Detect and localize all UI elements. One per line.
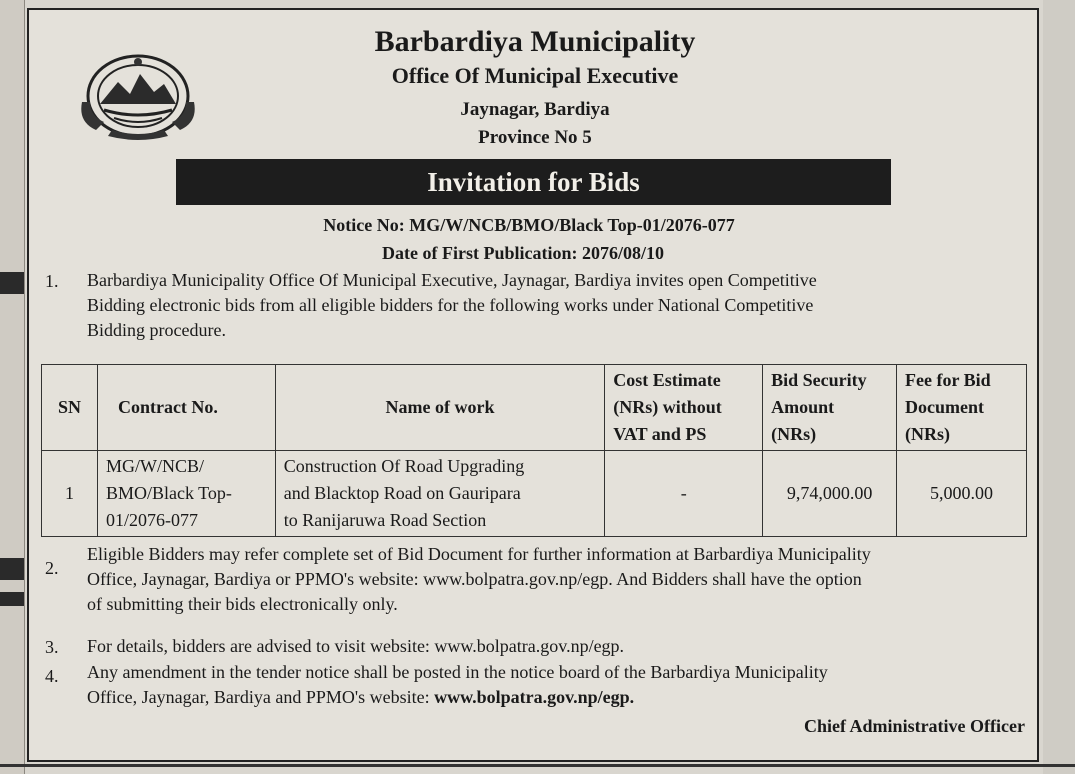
cell-line: to Ranijaruwa Road Section — [283, 510, 487, 530]
paragraph-2 — [87, 542, 871, 617]
column-header-contract: Contract No. — [97, 365, 275, 451]
header-line: VAT and PS — [613, 424, 707, 444]
header-line: Amount — [771, 397, 835, 417]
paragraph-line: Bidding electronic bids from all eligible bidders for the following works under National Competitive — [87, 295, 814, 315]
office-name: Office Of Municipal Executive — [391, 63, 679, 88]
cell-security: 9,74,000.00 — [763, 451, 897, 537]
header-line: (NRs) — [905, 424, 951, 444]
bids-table — [41, 364, 1027, 537]
header-line: Fee for Bid — [905, 370, 991, 390]
header-line: Bid Security — [771, 370, 867, 390]
cell-fee: 5,000.00 — [897, 451, 1027, 537]
signatory-title: Chief Administrative Officer — [804, 716, 1025, 736]
cell-line: MG/W/NCB/ — [105, 456, 204, 476]
cell-line: BMO/Black Top- — [105, 483, 232, 503]
bid-notice — [27, 8, 1039, 762]
adjacent-newspaper-column-right — [1043, 0, 1075, 774]
header-line: (NRs) — [771, 424, 817, 444]
table-header-row — [42, 365, 1027, 451]
paragraph-3 — [87, 634, 624, 659]
website-link[interactable]: www.bolpatra.gov.np/egp. — [434, 687, 635, 707]
province-label: Province No 5 — [478, 127, 592, 148]
cell-cost: - — [605, 451, 763, 537]
adjacent-newspaper-column — [0, 0, 25, 774]
paragraph-line: Eligible Bidders may refer complete set of Bid Document for further information at Barbardiya Municipality — [87, 544, 871, 564]
notice-number: Notice No: MG/W/NCB/BMO/Black Top-01/2076-077 — [323, 215, 735, 235]
publication-date: Date of First Publication: 2076/08/10 — [382, 243, 664, 263]
column-header-sn: SN — [42, 365, 98, 451]
header-line: (NRs) without — [613, 397, 722, 417]
cell-line: and Blacktop Road on Gauripara — [283, 483, 521, 503]
column-header-fee — [897, 365, 1027, 451]
paragraph-line: Barbardiya Municipality Office Of Municipal Executive, Jaynagar, Bardiya invites open Competitive — [87, 270, 817, 290]
cell-line: 01/2076-077 — [105, 510, 198, 530]
header-line: Cost Estimate — [613, 370, 721, 390]
cell-line: Construction Of Road Upgrading — [283, 456, 525, 476]
paragraph-number: 2. — [45, 558, 59, 578]
paragraph-line — [87, 685, 828, 710]
page-bottom-rule — [0, 764, 1075, 767]
paragraph-line: Office, Jaynagar, Bardiya or PPMO's website: www.bolpatra.gov.np/egp. And Bidders shall have the option — [87, 569, 862, 589]
paragraph-number: 3. — [45, 637, 59, 657]
cell-sn: 1 — [42, 451, 98, 537]
cell-contract — [97, 451, 275, 537]
paragraph-1 — [87, 268, 817, 343]
paragraph-line: Any amendment in the tender notice shall be posted in the notice board of the Barbardiya Municipality — [87, 662, 828, 682]
paragraph-text: Office, Jaynagar, Bardiya and PPMO's website: — [87, 687, 435, 707]
paragraph-4 — [87, 660, 828, 710]
column-header-security — [763, 365, 897, 451]
notice-title-banner: Invitation for Bids — [176, 159, 891, 205]
paragraph-number: 1. — [45, 271, 59, 291]
paragraph-number: 4. — [45, 666, 59, 686]
paragraph-line: Bidding procedure. — [87, 320, 226, 340]
column-header-work: Name of work — [275, 365, 604, 451]
office-address: Jaynagar, Bardiya — [460, 99, 610, 120]
column-header-cost — [605, 365, 763, 451]
table-row — [42, 451, 1027, 537]
paragraph-line: of submitting their bids electronically only. — [87, 594, 398, 614]
municipality-name: Barbardiya Municipality — [374, 25, 696, 58]
cell-work — [275, 451, 604, 537]
header-line: Document — [905, 397, 985, 417]
paragraph-line: For details, bidders are advised to visit website: www.bolpatra.gov.np/egp. — [87, 636, 625, 656]
